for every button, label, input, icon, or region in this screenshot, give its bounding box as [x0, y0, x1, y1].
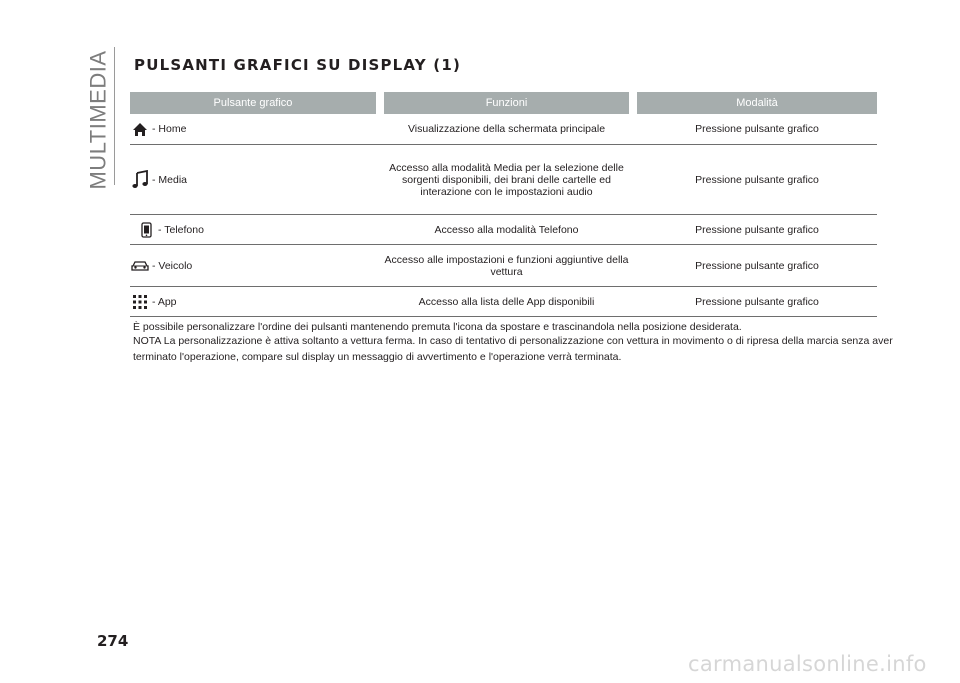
section-divider	[114, 47, 115, 185]
app-grid-icon	[130, 293, 150, 311]
page-title: PULSANTI GRAFICI SU DISPLAY (1)	[134, 56, 462, 74]
button-cell	[130, 221, 376, 239]
phone-icon	[136, 221, 156, 239]
music-note-icon	[130, 170, 150, 190]
table-row	[130, 215, 877, 245]
page-number: 274	[97, 632, 129, 650]
button-label: - Media	[152, 173, 188, 186]
button-cell	[130, 293, 376, 311]
button-cell	[130, 120, 376, 138]
mode-cell: Pressione pulsante grafico	[695, 223, 819, 236]
button-label: - Telefono	[158, 223, 204, 236]
home-icon	[130, 120, 150, 138]
header-button: Pulsante grafico	[130, 92, 376, 114]
mode-cell: Pressione pulsante grafico	[695, 123, 819, 135]
header-function: Funzioni	[384, 92, 629, 114]
buttons-table	[130, 92, 877, 317]
table-row	[130, 245, 877, 287]
function-cell: Accesso alle impostazioni e funzioni aggiuntive della vettura	[384, 253, 629, 278]
mode-cell: Pressione pulsante grafico	[695, 173, 819, 186]
customization-paragraph: È possibile personalizzare l'ordine dei pulsanti mantenendo premuta l'icona da spostare e trascinandola nella posizione desiderata.	[133, 321, 742, 333]
table-header	[130, 92, 877, 114]
mode-cell: Pressione pulsante grafico	[695, 295, 819, 308]
table-row	[130, 287, 877, 317]
header-mode: Modalità	[637, 92, 877, 114]
table-row	[130, 145, 877, 215]
note-paragraph: NOTA La personalizzazione è attiva soltanto a vettura ferma. In caso di tentativo di personalizzazione con vettura in movimento o di ripresa della marcia senza aver terminato l'operazione, compare sul display un messaggio di avvertimento e l'operazione verrà terminata.	[133, 335, 893, 363]
button-label: - Home	[152, 123, 187, 135]
button-cell	[130, 170, 376, 190]
button-cell	[130, 257, 376, 275]
function-cell: Accesso alla lista delle App disponibili	[418, 295, 595, 308]
mode-cell: Pressione pulsante grafico	[695, 259, 819, 272]
function-cell: Visualizzazione della schermata principale	[407, 123, 606, 135]
function-cell: Accesso alla modalità Media per la selezione delle sorgenti disponibili, dei brani delle cartelle ed interazione con le impostazioni audio	[389, 161, 624, 198]
section-label-text: MULTIMEDIA	[86, 50, 112, 190]
button-label: - Veicolo	[152, 259, 193, 272]
function-cell: Accesso alla modalità Telefono	[434, 223, 579, 236]
watermark: carmanualsonline.info	[688, 652, 927, 676]
table-row	[130, 114, 877, 145]
section-label	[81, 50, 117, 190]
car-icon	[130, 257, 150, 275]
button-label: - App	[152, 295, 177, 308]
